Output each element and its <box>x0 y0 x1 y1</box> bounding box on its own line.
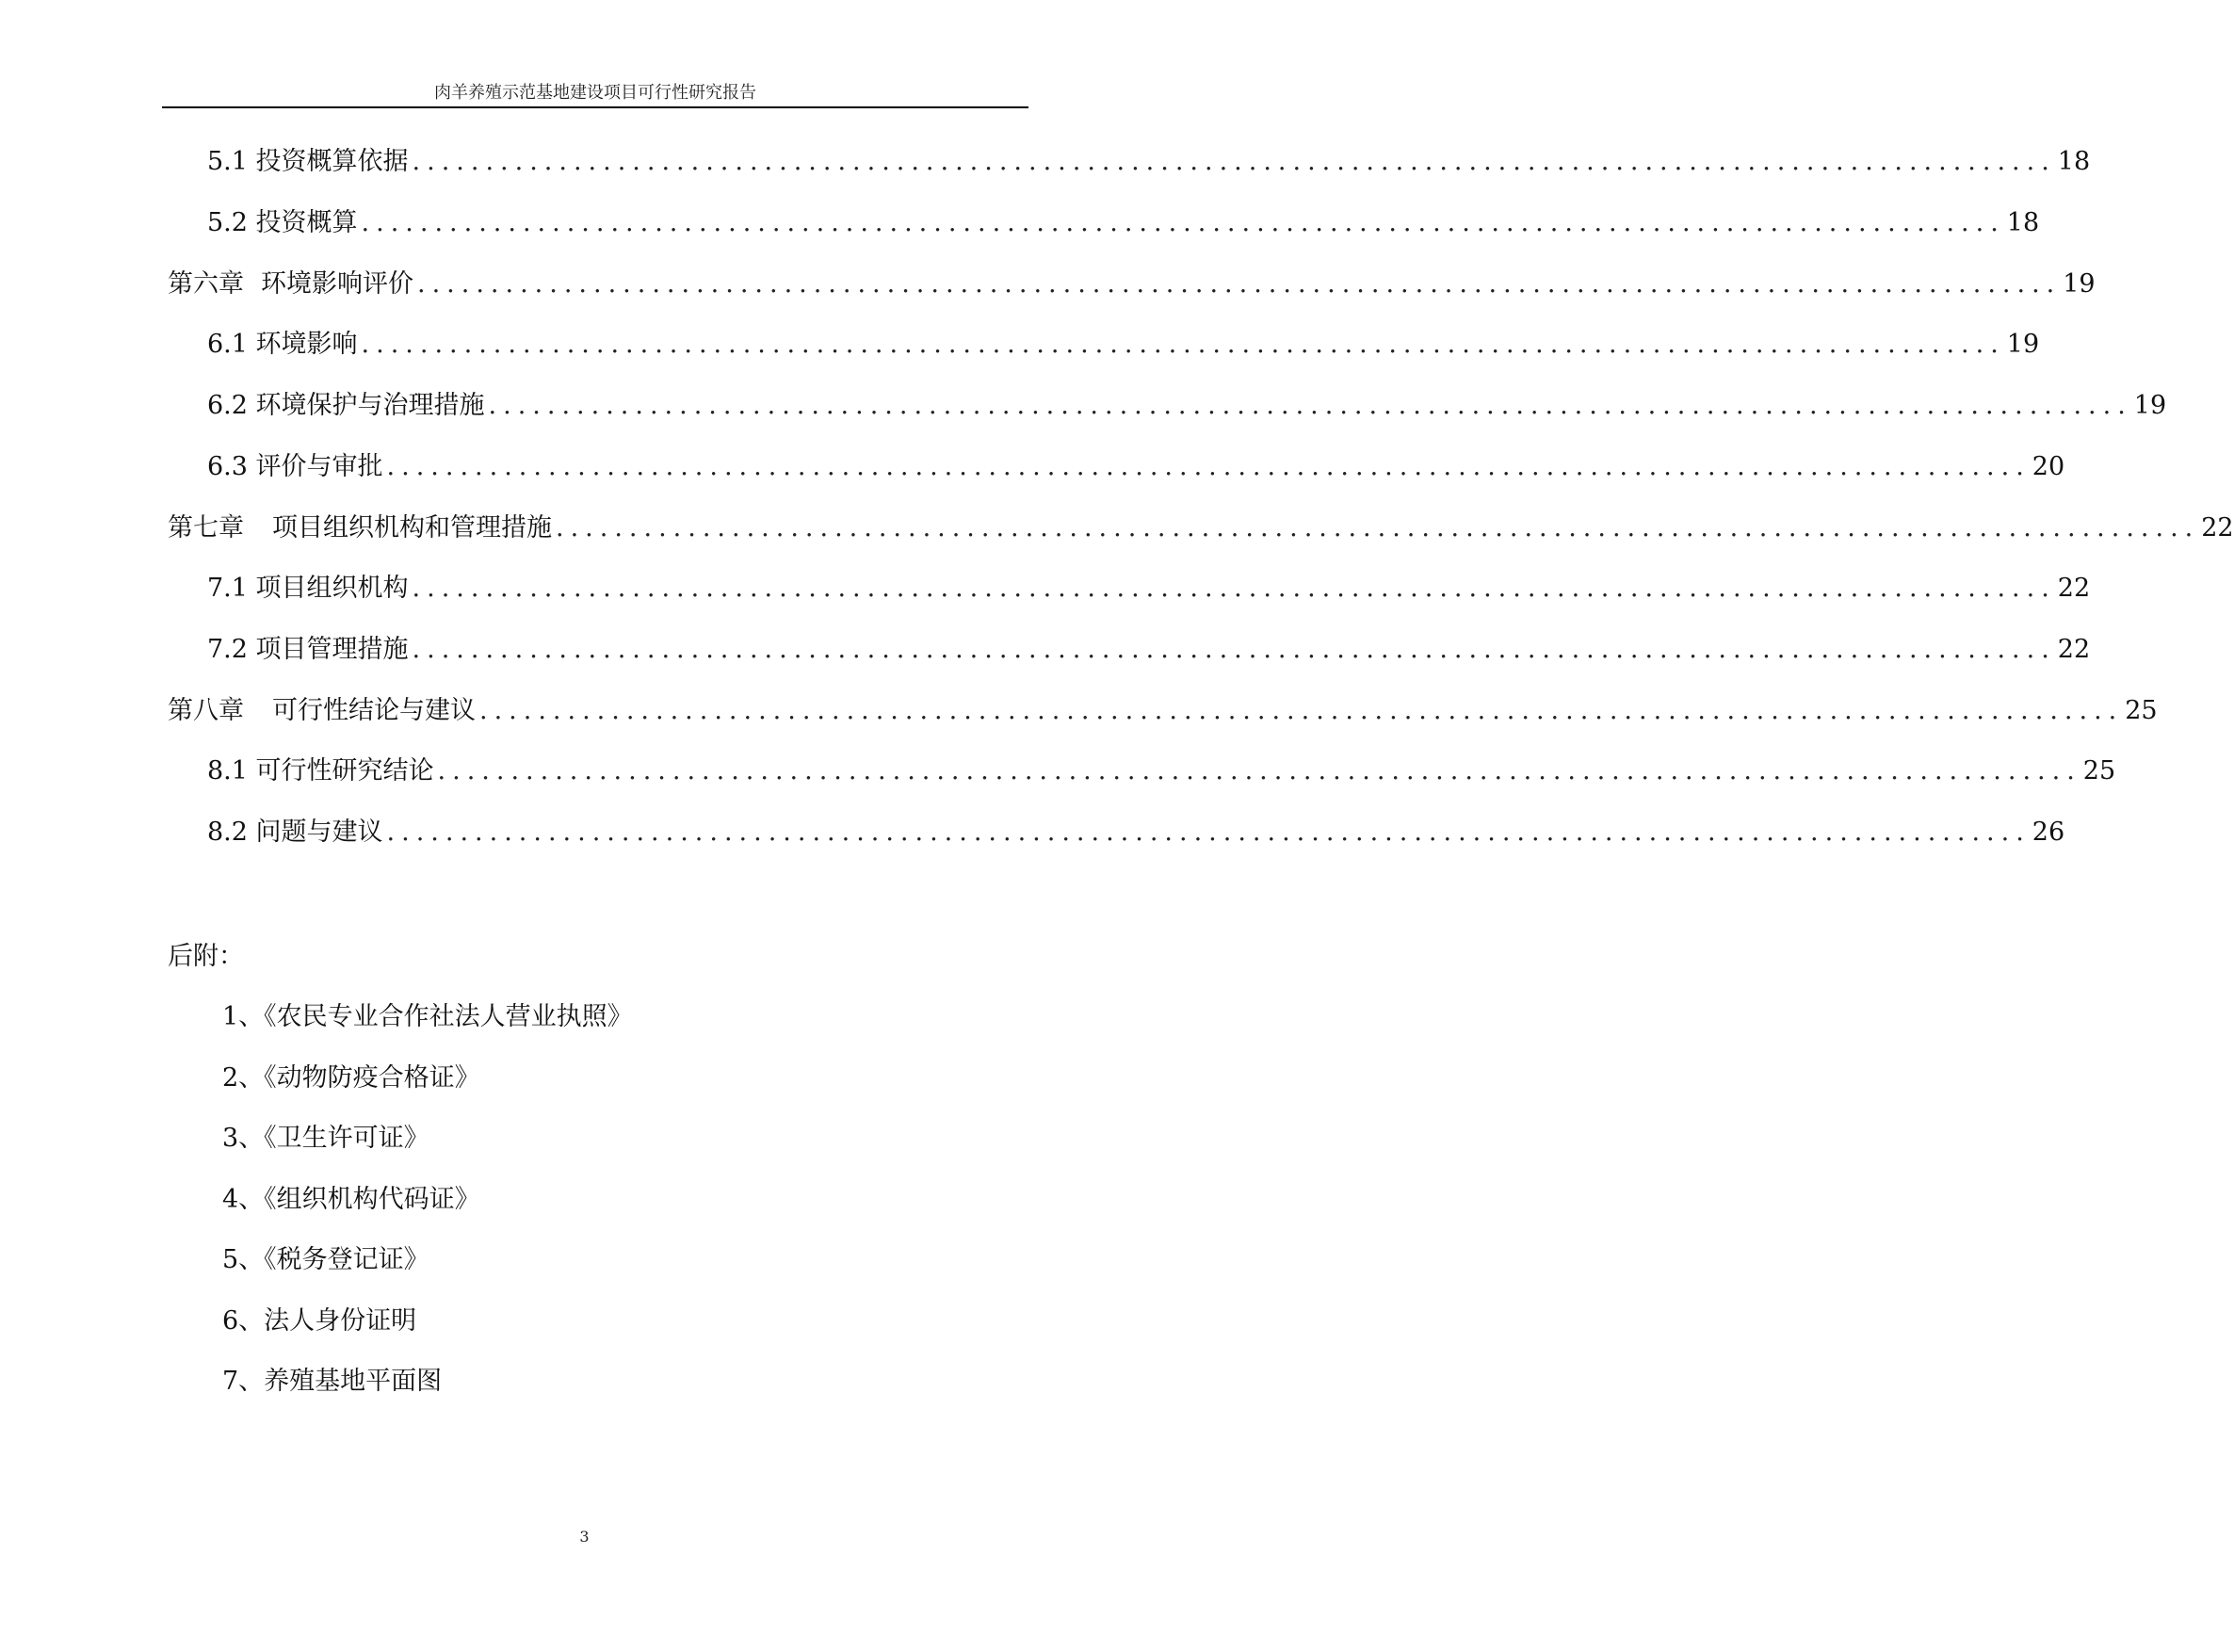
toc-entry[interactable] <box>207 753 2116 790</box>
toc-dot-leader: ................................................................................................................ <box>361 330 2005 359</box>
toc-page-number: 18 <box>2006 208 2040 237</box>
toc-entry-label: 8.2 问题与建议 <box>207 818 383 847</box>
header-divider <box>162 106 1028 108</box>
toc-entry-label: 8.1 可行性研究结论 <box>207 756 434 786</box>
toc-entry[interactable] <box>168 266 2096 303</box>
toc-dot-leader: ................................................................................................................ <box>386 452 2031 481</box>
toc-dot-leader: ................................................................................................................ <box>417 269 2062 299</box>
toc-dot-leader: ................................................................................................................ <box>386 818 2031 847</box>
toc-entry[interactable] <box>168 510 2234 547</box>
toc-entry[interactable] <box>207 570 2091 607</box>
appendix-item: 4、《组织机构代码证》 <box>222 1185 480 1214</box>
toc-dot-leader: ................................................................................................................ <box>488 391 2132 420</box>
toc-dot-leader: ................................................................................................................ <box>437 756 2081 786</box>
toc-entry-label: 第六章 环境影响评价 <box>168 269 413 299</box>
toc-page-number: 19 <box>2133 391 2167 420</box>
appendix-item: 6、法人身份证明 <box>222 1306 417 1336</box>
appendix-item: 2、《动物防疫合格证》 <box>222 1063 480 1093</box>
toc-page-number: 22 <box>2057 635 2091 664</box>
toc-dot-leader: ................................................................................................................ <box>479 696 2124 725</box>
toc-page-number: 19 <box>2063 269 2096 299</box>
toc-page-number: 25 <box>2125 696 2158 725</box>
toc-entry-label: 第七章 项目组织机构和管理措施 <box>168 513 552 543</box>
toc-dot-leader: ................................................................................................................ <box>412 147 2056 176</box>
toc-entry[interactable] <box>168 692 2158 730</box>
toc-entry-label: 第八章 可行性结论与建议 <box>168 696 476 725</box>
toc-entry-label: 6.1 环境影响 <box>207 330 358 359</box>
toc-dot-leader: ................................................................................................................ <box>361 208 2005 237</box>
toc-dot-leader: ................................................................................................................ <box>412 574 2056 603</box>
running-header-title: 肉羊养殖示范基地建设项目可行性研究报告 <box>434 83 756 103</box>
appendix-item: 1、《农民专业合作社法人营业执照》 <box>222 1002 633 1031</box>
toc-page-number: 19 <box>2006 330 2040 359</box>
toc-page-number: 18 <box>2057 147 2091 176</box>
toc-entry[interactable] <box>207 631 2091 669</box>
page-number: 3 <box>579 1528 590 1546</box>
appendix-item: 3、《卫生许可证》 <box>222 1124 429 1153</box>
toc-entry[interactable] <box>207 143 2091 181</box>
toc-entry-label: 6.2 环境保护与治理措施 <box>207 391 485 420</box>
toc-entry[interactable] <box>207 448 2065 486</box>
toc-page-number: 22 <box>2201 513 2234 543</box>
toc-entry[interactable] <box>207 204 2040 242</box>
toc-entry[interactable] <box>207 326 2040 364</box>
toc-entry-label: 7.1 项目组织机构 <box>207 574 409 603</box>
toc-page-number: 22 <box>2057 574 2091 603</box>
toc-entry[interactable] <box>207 387 2167 425</box>
toc-entry-label: 7.2 项目管理措施 <box>207 635 409 664</box>
toc-entry[interactable] <box>207 814 2065 851</box>
toc-dot-leader: ................................................................................................................ <box>556 513 2200 543</box>
toc-page-number: 20 <box>2032 452 2065 481</box>
toc-page-number: 26 <box>2032 818 2065 847</box>
toc-dot-leader: ................................................................................................................ <box>412 635 2056 664</box>
toc-page-number: 25 <box>2082 756 2116 786</box>
toc-entry-label: 5.1 投资概算依据 <box>207 147 409 176</box>
toc-entry-label: 6.3 评价与审批 <box>207 452 383 481</box>
appendix-item: 5、《税务登记证》 <box>222 1245 429 1274</box>
appendix-item: 7、养殖基地平面图 <box>222 1367 443 1396</box>
toc-entry-label: 5.2 投资概算 <box>207 208 358 237</box>
appendix-heading: 后附： <box>168 942 244 971</box>
